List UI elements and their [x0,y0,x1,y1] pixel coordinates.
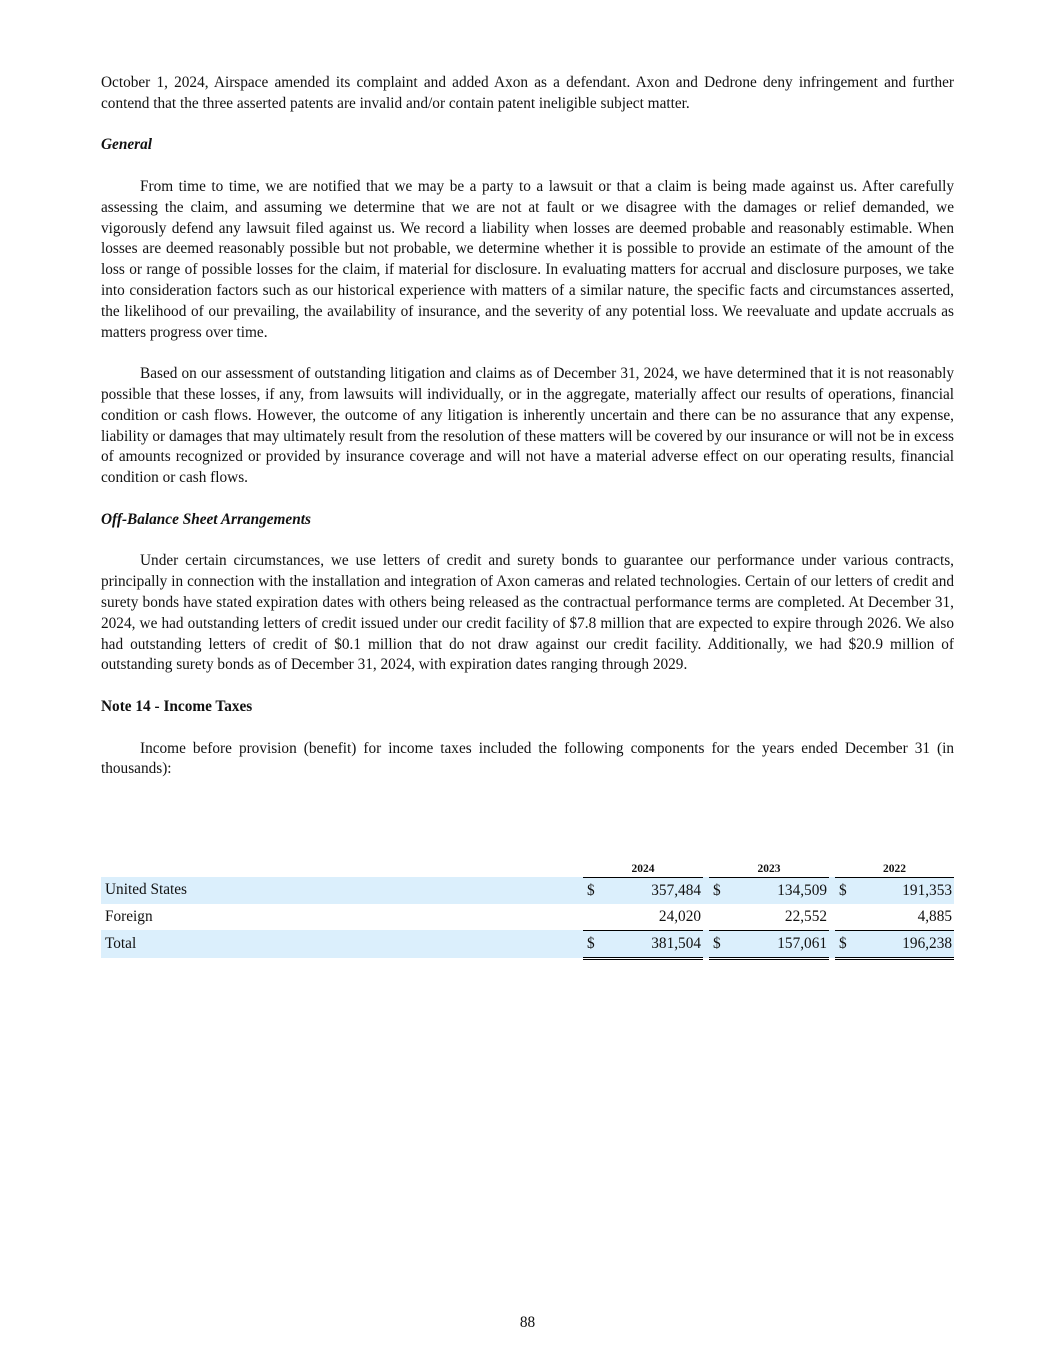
year-header: 2022 [835,851,954,877]
dollar-sign: $ [583,877,605,904]
note14-paragraph: Income before provision (benefit) for income taxes included the following components for the years ended December 31 (in thousands): [101,739,954,778]
dollar-sign [835,904,857,931]
cell-value: 191,353 [857,877,954,904]
general-heading: General [101,136,152,154]
cell-value: 157,061 [731,930,829,958]
dollar-sign: $ [835,877,857,904]
dollar-sign: $ [709,930,731,958]
cell-value: 22,552 [731,904,829,931]
income-components-table [101,851,954,960]
off-balance-paragraph: Under certain circumstances, we use letters of credit and surety bonds to guarantee our performance under various contracts, principally in connection with the installation and integration of Axon cameras and related technologies. Certain of our letters of credit and surety bonds have stated expiration dates with others being released as the contractual performance terms are completed. At December 31, 2024, we had outstanding letters of credit issued under our credit facility of $7.8 million that are expected to expire through 2026. We also had outstanding letters of credit of $0.1 million that do not draw against our credit facility. Additionally, we had $20.9 million of outstanding surety bonds as of December 31, 2024, with expiration dates ranging through 2029. [101,552,954,674]
row-label: Total [101,930,583,958]
cell-value: 24,020 [605,904,703,931]
general-paragraph-1: From time to time, we are notified that we may be a party to a lawsuit or that a claim is being made against us. After carefully assessing the claim, and assuming we determine that we are not at fault or we disagree with the damages or relief demanded, we vigorously defend any lawsuit filed against us. We record a liability when losses are deemed probable and reasonably estimable. When losses are deemed reasonably possible but not probable, we determine whether it is possible to provide an estimate of the amount of the loss or range of possible losses for the claim, if material for disclosure. In evaluating matters for accrual and disclosure purposes, we take into consideration factors such as our historical experience with matters of a similar nature, the specific facts and circumstances asserted, the likelihood of our prevailing, the availability of insurance, and the severity of any potential loss. We reevaluate and update accruals as matters progress over time. [101,177,954,341]
dollar-sign: $ [835,930,857,958]
off-balance-heading: Off-Balance Sheet Arrangements [101,510,311,528]
row-label: United States [101,877,583,904]
table-row [101,877,954,904]
year-header: 2023 [709,851,829,877]
dollar-sign: $ [709,877,731,904]
page-number: 88 [519,1314,536,1331]
cell-value: 4,885 [857,904,954,931]
table-row [101,930,954,958]
intro-paragraph: October 1, 2024, Airspace amended its complaint and added Axon as a defendant. Axon and Dedrone deny infringement and further contend that the three asserted patents are invalid and/or contain patent ineligible subject matter. [101,74,954,112]
general-paragraph-2: Based on our assessment of outstanding litigation and claims as of December 31, 2024, we have determined that it is not reasonably possible that these losses, if any, from lawsuits will individually, or in the aggregate, materially affect our results of operations, financial condition or cash flows. However, the outcome of any litigation is inherently uncertain and there can be no assurance that any expense, liability or damages that may ultimately result from the resolution of these matters will be covered by our insurance or will not be in excess of amounts recognized or provided by insurance coverage and will not have a material adverse effect on our operating results, financial condition or cash flows. [101,365,954,487]
cell-value: 357,484 [605,877,703,904]
cell-value: 134,509 [731,877,829,904]
row-label: Foreign [105,907,153,925]
document-body [101,73,954,780]
dollar-sign [709,904,731,931]
dollar-sign [583,904,605,931]
table-row [101,904,954,931]
note14-heading: Note 14 - Income Taxes [101,697,253,715]
cell-value: 381,504 [605,930,703,958]
cell-value: 196,238 [857,930,954,958]
year-header: 2024 [583,851,703,877]
table-header-row [101,851,954,877]
dollar-sign: $ [583,930,605,958]
